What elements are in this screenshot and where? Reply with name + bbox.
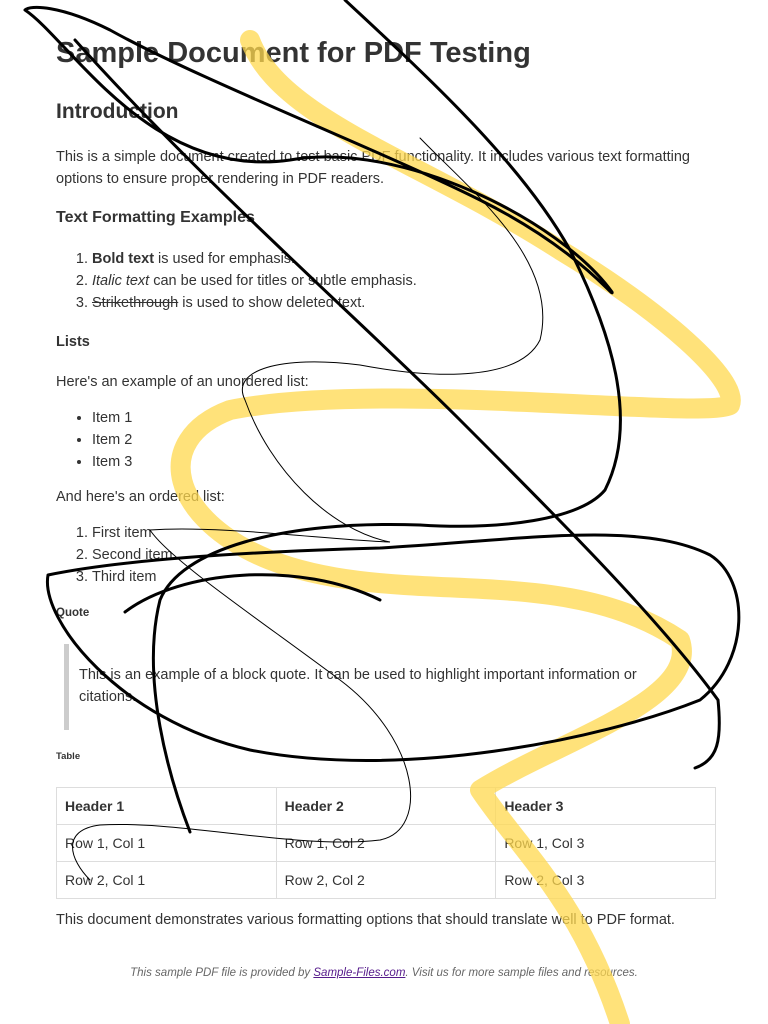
list-item-text: can be used for titles or subtle emphasis. (149, 273, 417, 289)
table-header-cell: Header 2 (276, 788, 496, 825)
table-cell: Row 1, Col 3 (496, 825, 716, 862)
strikethrough-example: Strikethrough (92, 295, 179, 311)
list-item (92, 248, 417, 270)
closing-text: This document demonstrates various formatting options that should translate well to PDF format. (56, 912, 675, 928)
footer-prefix: This sample PDF file is provided by (130, 967, 314, 979)
document-title: Sample Document for PDF Testing (56, 37, 531, 69)
quote-text: This is an example of a block quote. It can be used to highlight important information or citations. (79, 667, 637, 705)
footer-suffix: . Visit us for more sample files and resources. (405, 967, 638, 979)
table-cell: Row 1, Col 1 (57, 825, 277, 862)
table-cell: Row 2, Col 1 (57, 862, 277, 899)
table-cell: Row 1, Col 2 (276, 825, 496, 862)
unordered-list (56, 407, 132, 473)
list-item: 2. Second item (92, 544, 173, 566)
formatting-list (56, 248, 417, 314)
lists-heading: Lists (56, 334, 90, 350)
table-row (57, 825, 716, 862)
table-cell: Row 2, Col 2 (276, 862, 496, 899)
table-row (57, 862, 716, 899)
list-item-text: is used to show deleted text. (178, 295, 366, 311)
italic-example: Italic text (92, 273, 150, 289)
table-heading: Table (56, 751, 81, 762)
list-item: 1. First item (92, 522, 173, 544)
table-header-cell: Header 3 (496, 788, 716, 825)
list-item: • Item 2 (92, 429, 132, 451)
ordered-intro: And here's an ordered list: (56, 489, 225, 505)
table-header-cell: Header 1 (57, 788, 277, 825)
table-cell: Row 2, Col 3 (496, 862, 716, 899)
list-item (92, 292, 417, 314)
sample-table (56, 787, 716, 899)
list-item-text: is used for emphasis. (154, 251, 296, 267)
quote-heading: Quote (56, 607, 90, 619)
block-quote (64, 644, 664, 730)
list-item: • Item 1 (92, 407, 132, 429)
unordered-intro: Here's an example of an unordered list: (56, 374, 309, 390)
list-item (92, 270, 417, 292)
bold-example: Bold text (92, 251, 155, 267)
table-header-row (57, 788, 716, 825)
ordered-list (56, 522, 173, 588)
sample-files-link[interactable]: Sample-Files.com (313, 967, 406, 979)
list-item: 3. Third item (92, 566, 173, 588)
introduction-heading: Introduction (56, 100, 179, 123)
footer-note (0, 967, 768, 979)
list-item: • Item 3 (92, 451, 132, 473)
formatting-heading: Text Formatting Examples (56, 209, 255, 226)
introduction-text: This is a simple document created to test basic PDF functionality. It includes various text formatting options to ensure proper rendering in PDF readers. (56, 149, 690, 187)
